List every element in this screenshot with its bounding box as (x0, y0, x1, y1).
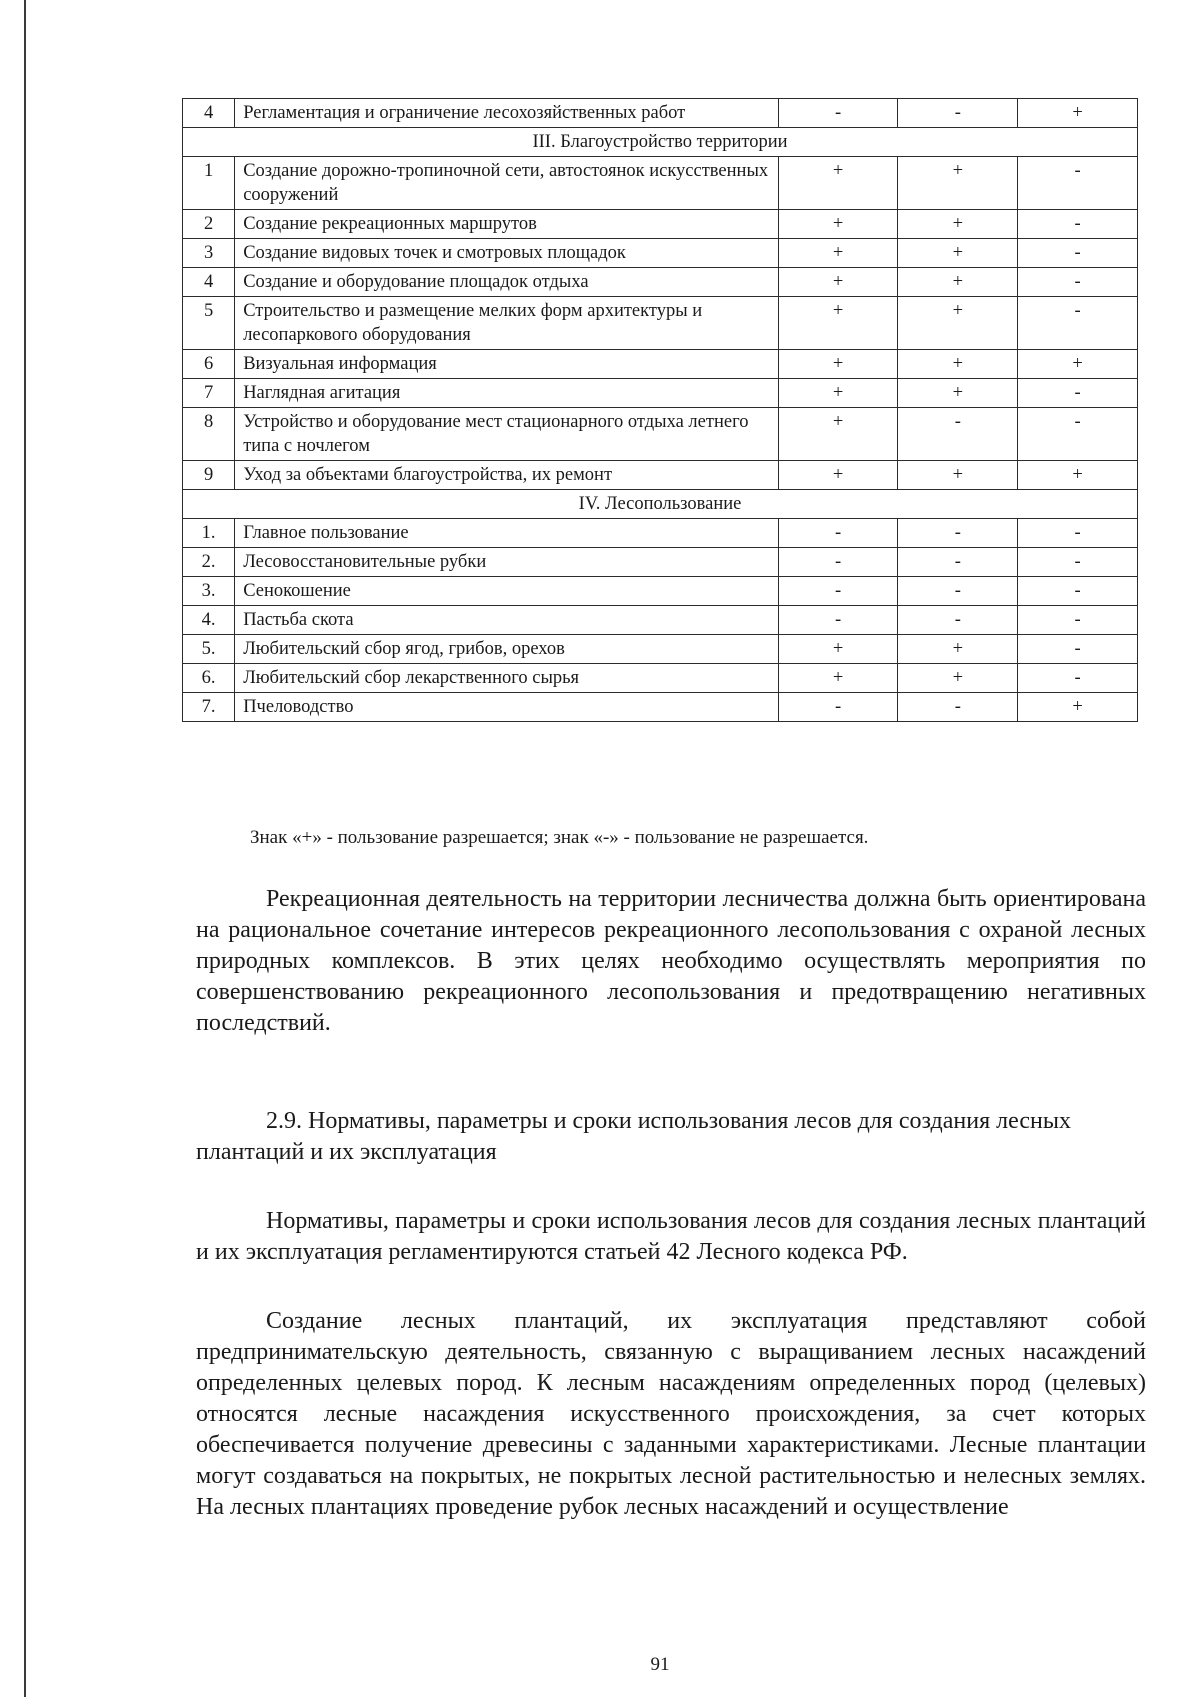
table-row (183, 693, 1138, 722)
table-row (183, 268, 1138, 297)
row-number: 3. (183, 577, 235, 606)
table-row (183, 210, 1138, 239)
permission-mark-col-2: + (898, 210, 1018, 239)
permission-mark-col-3: + (1018, 461, 1138, 490)
row-number: 1 (183, 157, 235, 210)
table-row (183, 635, 1138, 664)
table-row (183, 606, 1138, 635)
permission-mark-col-1: - (778, 548, 898, 577)
permission-mark-col-1: - (778, 99, 898, 128)
page-number: 91 (650, 1654, 670, 1675)
permission-mark-col-2: + (898, 239, 1018, 268)
permission-mark-col-3: - (1018, 519, 1138, 548)
table-row (183, 461, 1138, 490)
activity-name: Создание рекреационных маршрутов (235, 210, 779, 239)
row-number: 1. (183, 519, 235, 548)
activity-name: Лесовосстановительные рубки (235, 548, 779, 577)
row-number: 7. (183, 693, 235, 722)
permission-mark-col-3: - (1018, 379, 1138, 408)
permission-mark-col-2: - (898, 693, 1018, 722)
activity-name: Пчеловодство (235, 693, 779, 722)
permission-mark-col-3: + (1018, 693, 1138, 722)
permission-mark-col-2: + (898, 635, 1018, 664)
permission-mark-col-1: + (778, 268, 898, 297)
table-row (183, 297, 1138, 350)
activity-name: Наглядная агитация (235, 379, 779, 408)
table-row (183, 408, 1138, 461)
permission-mark-col-3: + (1018, 350, 1138, 379)
permission-mark-col-2: + (898, 157, 1018, 210)
permission-mark-col-3: - (1018, 635, 1138, 664)
row-number: 4 (183, 268, 235, 297)
row-number: 4. (183, 606, 235, 635)
permission-mark-col-1: + (778, 157, 898, 210)
activity-name: Сенокошение (235, 577, 779, 606)
section-title: IV. Лесопользование (183, 490, 1138, 519)
table-row (183, 99, 1138, 128)
row-number: 8 (183, 408, 235, 461)
permission-mark-col-1: + (778, 635, 898, 664)
row-number: 6 (183, 350, 235, 379)
activity-name: Пастьба скота (235, 606, 779, 635)
permission-mark-col-1: + (778, 664, 898, 693)
section-header-row (183, 490, 1138, 519)
permission-mark-col-3: - (1018, 239, 1138, 268)
activity-name: Визуальная информация (235, 350, 779, 379)
permission-mark-col-1: - (778, 519, 898, 548)
row-number: 5 (183, 297, 235, 350)
permission-mark-col-2: - (898, 577, 1018, 606)
permission-mark-col-2: + (898, 297, 1018, 350)
table-row (183, 577, 1138, 606)
section-header-row (183, 128, 1138, 157)
permission-mark-col-1: - (778, 577, 898, 606)
activity-name: Уход за объектами благоустройства, их ремонт (235, 461, 779, 490)
permission-mark-col-2: + (898, 461, 1018, 490)
table-row (183, 519, 1138, 548)
activity-name: Любительский сбор ягод, грибов, орехов (235, 635, 779, 664)
activity-name: Создание видовых точек и смотровых площадок (235, 239, 779, 268)
permission-mark-col-3: - (1018, 577, 1138, 606)
row-number: 2. (183, 548, 235, 577)
permission-mark-col-1: + (778, 210, 898, 239)
permission-mark-col-1: + (778, 379, 898, 408)
paragraph-norms: Нормативы, параметры и сроки использования лесов для создания лесных плантаций и их эксплуатация регламентируются статьей 42 Лесного кодекса РФ. (196, 1208, 1146, 1265)
table-row (183, 548, 1138, 577)
permission-mark-col-1: + (778, 239, 898, 268)
activity-name: Главное пользование (235, 519, 779, 548)
row-number: 4 (183, 99, 235, 128)
table-footnote: Знак «+» - пользование разрешается; знак «-» - пользование не разрешается. (250, 827, 869, 848)
activity-name: Создание дорожно-тропиночной сети, автостоянок искусственных сооружений (235, 157, 779, 210)
table-row (183, 157, 1138, 210)
permission-mark-col-1: - (778, 693, 898, 722)
permission-mark-col-1: - (778, 606, 898, 635)
permission-mark-col-3: - (1018, 548, 1138, 577)
activity-name: Любительский сбор лекарственного сырья (235, 664, 779, 693)
section-title: III. Благоустройство территории (183, 128, 1138, 157)
table-row (183, 239, 1138, 268)
permission-mark-col-2: - (898, 408, 1018, 461)
paragraph-plantations: Создание лесных плантаций, их эксплуатация представляют собой предпринимательскую деятельность, связанную с выращиванием лесных насаждений определенных целевых пород. К лесным насаждениям определенных пород (целевых) относятся лесные насаждения искусственного происхождения, за счет которых обеспечивается получение древесины с заданными характеристиками. Лесные плантации могут создаваться на покрытых, не покрытых лесной растительностью и нелесных землях. На лесных плантациях проведение рубок лесных насаждений и осуществление (196, 1308, 1146, 1520)
row-number: 7 (183, 379, 235, 408)
permission-mark-col-2: + (898, 268, 1018, 297)
activity-name: Регламентация и ограничение лесохозяйственных работ (235, 99, 779, 128)
permission-mark-col-1: + (778, 350, 898, 379)
row-number: 2 (183, 210, 235, 239)
row-number: 9 (183, 461, 235, 490)
permission-mark-col-2: + (898, 664, 1018, 693)
permission-mark-col-2: - (898, 548, 1018, 577)
permission-mark-col-3: - (1018, 157, 1138, 210)
paragraph-recreation: Рекреационная деятельность на территории лесничества должна быть ориентирована на рациональное сочетание интересов рекреационного лесопользования с охраной лесных природных комплексов. В этих целях необходимо осуществлять мероприятия по совершенствованию рекреационного лесопользования и предотвращению негативных последствий. (196, 886, 1146, 1036)
permission-mark-col-3: - (1018, 268, 1138, 297)
row-number: 6. (183, 664, 235, 693)
table-row (183, 350, 1138, 379)
permission-mark-col-2: + (898, 379, 1018, 408)
row-number: 5. (183, 635, 235, 664)
permission-mark-col-2: - (898, 519, 1018, 548)
permission-mark-col-3: - (1018, 606, 1138, 635)
permission-mark-col-1: + (778, 408, 898, 461)
forest-usage-table (182, 98, 1138, 722)
permission-mark-col-2: + (898, 350, 1018, 379)
permission-mark-col-3: - (1018, 664, 1138, 693)
table-body (183, 99, 1138, 722)
row-number: 3 (183, 239, 235, 268)
table-row (183, 379, 1138, 408)
permission-mark-col-1: + (778, 461, 898, 490)
permission-mark-col-2: - (898, 606, 1018, 635)
table-row (183, 664, 1138, 693)
permission-mark-col-3: - (1018, 408, 1138, 461)
activity-name: Строительство и размещение мелких форм архитектуры и лесопаркового оборудования (235, 297, 779, 350)
permission-mark-col-2: - (898, 99, 1018, 128)
activity-name: Создание и оборудование площадок отдыха (235, 268, 779, 297)
permission-mark-col-3: + (1018, 99, 1138, 128)
permission-mark-col-3: - (1018, 210, 1138, 239)
permission-mark-col-1: + (778, 297, 898, 350)
activity-name: Устройство и оборудование мест стационарного отдыха летнего типа с ночлегом (235, 408, 779, 461)
section-heading-2-9: 2.9. Нормативы, параметры и сроки использования лесов для создания лесных плантаций и их эксплуатация (196, 1108, 1071, 1165)
permission-mark-col-3: - (1018, 297, 1138, 350)
